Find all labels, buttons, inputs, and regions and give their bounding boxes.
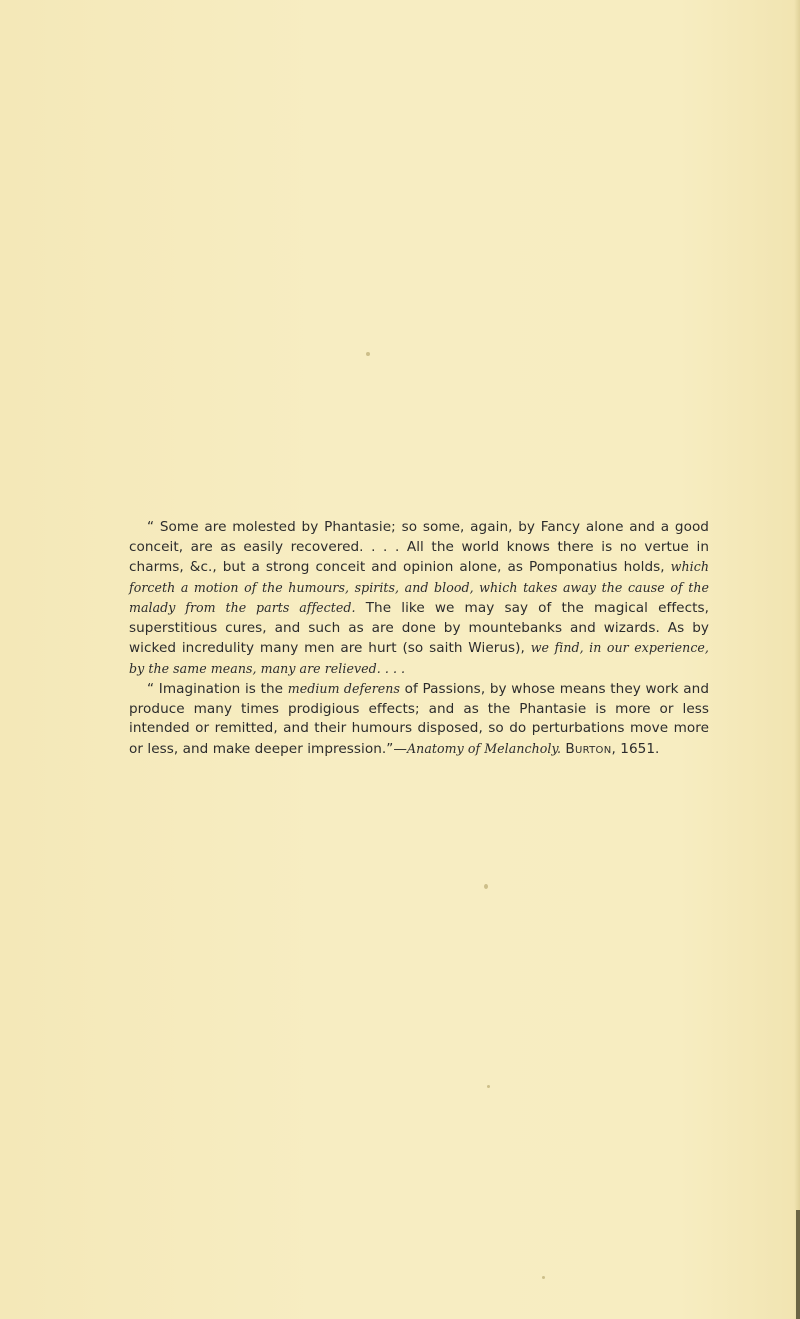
quote-text: “ Some are molested by Phantasie; so some, again, by Fancy alone and a good conceit, are as easily recovered. . . . All the world knows there is no vertue in charms, &c., but a strong conceit and opinion alone, as Pomponatius holds, [129,519,709,575]
source-year: , 1651. [611,740,660,757]
quote-text: “ Imagination is the [147,681,288,697]
quote-paragraph-2 [129,679,709,759]
quote-text: of Passions, by whose means they work and produce many times prodigious effects; and as the Phantasie is more or less intended or remitted, and their humours disposed, so do perturbations move more or less, and make deeper impression.”— [129,681,709,757]
quote-italic: medium deferens [287,681,400,696]
source-author: Burton [565,740,612,757]
quote-paragraph-1 [129,518,709,679]
paper-speck [484,884,488,889]
paper-speck [487,1085,490,1088]
quotation-block [129,518,709,759]
quote-italic: we find, in our experience, by the same means, many are relieved. . . . [129,640,709,676]
quote-italic: which forceth a motion of the humours, spirits, and blood, which takes away the cause of the malady from the parts affected. [129,559,709,615]
paper-speck [542,1276,545,1279]
quote-text: The like we may say of the magical effects, superstitious cures, and such as are done by mountebanks and wizards. As by wicked incredulity many men are hurt (so saith Wierus), [129,600,709,656]
paper-speck [366,352,370,356]
page-edge-shadow [796,1210,800,1319]
page-edge [794,0,800,1319]
source-title: Anatomy of Melancholy. [407,740,561,756]
